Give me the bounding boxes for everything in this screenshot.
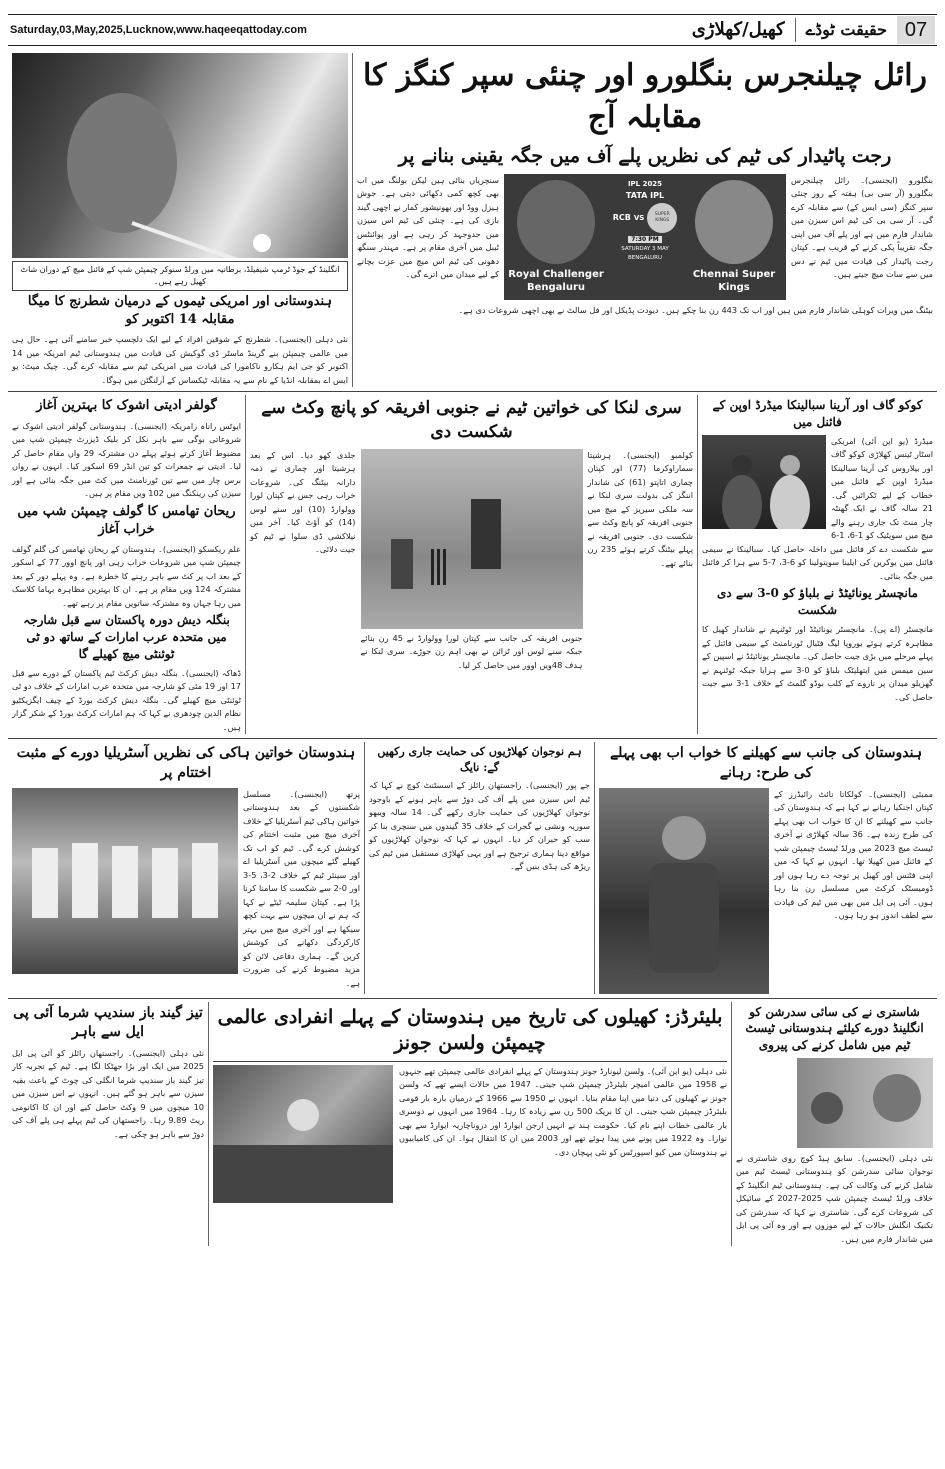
row-second	[8, 391, 937, 734]
row-top	[8, 50, 937, 387]
section-title: کھیل/کھلاڑی	[691, 19, 785, 41]
lead-headline: رائل چیلنجرس بنگلورو اور چنئی سپر کنگز کا مقابلہ آج	[362, 58, 928, 135]
shastri-body: نئی دہلی (ایجنسی)۔ سابق ہیڈ کوچ روی شاستری نے نوجوان سائی سدرشن کو ہندوستانی ٹیسٹ ٹیم میں شامل کرنے کی وکالت کی ہے۔ ہندوستانی ٹیم انگلینڈ کے خلاف ورلڈ ٹیسٹ چیمپئن شپ 2025-2027 کے سائیکل کی شروعات کرے گی۔ شاستری نے کہا کہ سدرشن کی تکنیک انگلش حالات کے لیے موزوں ہے اور وہ آئی پی ایل میں شاندار فارم میں ہیں۔	[736, 1152, 933, 1244]
rahane-columns	[599, 788, 933, 994]
ipl-brand: TATA IPL	[625, 190, 665, 200]
match-venue: BENGALURU	[627, 254, 663, 261]
golf2-body: علم ریکسکو (ایجنسی)۔ ہندوستان کے ریحان تھامس کی گلم گولف چیمپئن شپ میں شروعات خراب رہی اور پانچ اوور 77 کے اسکور کے بعد اب پر کٹ سے باہر رہنے کا خطرہ ہے۔ وہ پہلے دور کے بعد مشترکہ 124 ویں مقام پر ہے۔ ان کا بہترین مظاہرہ بہاما کلاسک میں رہا جہاں وہ مشترکہ ساتویں مقام پر رہے تھے۔	[12, 543, 241, 608]
player-rcb	[517, 180, 595, 264]
gauff-body: میڈرڈ (یو این آئی) امریکی اسٹار ٹینس کھلاڑی کوکو گاف اور بیلاروس کی آرینا سبالینکا میڈرڈ اوپن کے فائنل میں خطاب کے لیے ٹکرائیں گی۔ 21 سالہ گاف نے ایک گھنٹہ چار منٹ تک جاری رہنے والے میچ میں سویٹیک کو 1-6، 1-6 سے شکست دے کر فائنل میں داخلہ حاصل کیا۔ سبالینکا نے سیمی فائنل میں یوکرین کی ایلینا سویتولینا کو 6-3، 7-5 سے ہرا کر فائنل میں جگہ بنائی۔	[702, 435, 934, 581]
lead-body-mid: سنچریاں بنائی ہیں لیکن بولنگ میں اب بھی کچھ کمی دکھائی دیتی ہے۔ جوش ہیزل ووڈ اور بھونیشور کمار نے اچھی گیند بازی کی ہے۔ چنئی کی ٹیم اس سیزن میں جدوجہد کر رہی ہے اور پوائنٹس ٹیبل میں آخری مقام پر ہے۔ مہندر سنگھ دھونی کی ٹیم اس میچ میں عزت بچانے کے لیے میدان میں اترے گی۔	[357, 174, 499, 280]
vs-label: VS	[633, 213, 645, 222]
page-header	[8, 14, 937, 46]
srilanka-body1: کولمبو (ایجنسی)۔ ہرشیتا سماراوکرما (77) اور کپتان چماری اتاپتو (61) کی شاندار اننگز کی بدولت سری لنکا نے سہ ملکی سیریز کے میچ میں جنوبی افریقہ کو پانچ وکٹ سے شکست دی۔ جنوبی افریقہ نے پہلے بیٹنگ کرتے ہوئے 235 رن بنائے تھے۔	[587, 449, 693, 568]
masthead-logo: حقیقت ٹوڈے	[805, 19, 887, 39]
chess-body: نئی دہلی (ایجنسی)۔ شطرنج کے شوقین افراد کے لیے ایک دلچسپ خبر سامنے آئی ہے۔ حال ہی میں عالمی چیمپئن بنے گرینڈ ماسٹر ڈی گوکیش کی قیادت میں ہندوستانی ٹیم امریکہ میں 14 اکتوبر کو جی ایم ہکارو ناکامورا کی قیادت میں امریکی ٹیم سے مقابلہ کرے گی۔ چیک میٹ: یو ایس اے بمقابلہ انڈیا کے نام سے یہ مقابلہ ٹیکساس کے آرلنگٹن میں ہوگا۔	[12, 334, 348, 385]
rahane-headline: ہندوستان کی جانب سے کھیلنے کا خواب اب بھی پہلے کی طرح: رہانے	[609, 745, 923, 781]
bangladesh-headline: بنگلہ دیش دورہ پاکستان سے قبل شارجہ میں متحدہ عرب امارات کے ساتھ دو ٹی ٹوئنٹی میچ کھیلے گا	[23, 613, 230, 662]
rahane-body: ممبئی (ایجنسی)۔ کولکاتا نائٹ رائیڈرز کے کپتان اجنکیا رہانے نے کہا ہے کہ ہندوستان کی جانب سے کھیلنے کا ان کا خواب اب بھی پہلے کی طرح زندہ ہے۔ 36 سالہ کھلاڑی نے آخری ٹیسٹ میچ 2023 میں ورلڈ ٹیسٹ چیمپئن شپ کے فائنل میں کھیلا تھا۔ انہوں نے کہا کہ میں اپنی فٹنس اور کھیل پر توجہ دے رہا ہوں اور ڈومیسٹک کرکٹ میں مسلسل رن بنا رہا ہوں۔ آئی پی ایل میں بھی میں ٹیم کی قیادت سے لطف اندوز ہو رہا ہوں۔	[774, 788, 933, 921]
blazers-story	[208, 1002, 731, 1247]
snooker-photo	[12, 53, 348, 258]
snooker-caption: انگلینڈ کے جوڈ ٹرمپ شیفیلڈ، برطانیہ میں ورلڈ سنوکر چیمپئن شپ کے فائنل میچ کے دوران شاٹ کھیل رہے ہیں۔	[12, 261, 348, 291]
bangladesh-body: ڈھاکہ (ایجنسی)۔ بنگلہ دیش کرکٹ ٹیم پاکستان کے دورے سے قبل 17 اور 19 مئی کو شارجہ میں متحدہ عرب امارات کے خلاف دو ٹی ٹوئنٹی میچ کھیلے گی۔ بنگلہ دیش کرکٹ بورڈ کے چیف ایگزیکٹیو نظام الدین چودھری نے کہا کہ ہم امارات کرکٹ بورڈ کے شکر گزار ہیں۔	[12, 667, 241, 732]
player-csk	[695, 180, 773, 264]
lead-story	[352, 53, 937, 387]
golf1-body: ایوٹس راناہ رامریکہ (ایجنسی)۔ ہندوستانی گولفر ادیتی اشوک نے شروعاتی بوگی سے باہر نکل کر بلیک ڈیزرٹ چیمپئن شپ میں مضبوط آغاز کرتے ہوئے پہلے دن مشترکہ 29 واں مقام حاصل کر لیا۔ ادیتی نے جمعرات کو تین انڈر 69 اسکور کیا۔ انہوں نے رواں برس چار میں سے تین ٹورنامنٹ میں کٹ میں جگہ بنائی ہے اور سیزن کی رینکنگ میں 102 ویں مقام پر ہیں۔	[12, 420, 241, 499]
dateline: Saturday,03,May,2025,Lucknow,www.haqeeqattoday.com	[10, 24, 307, 36]
hockey-photo	[12, 788, 238, 974]
sandeep-headline: تیز گیند باز سندیپ شرما آئی پی ایل سے باہر	[13, 1004, 203, 1041]
ipl-tag: IPL 2025	[627, 179, 663, 188]
lead-body-left: بیٹنگ میں ویرات کوہلی شاندار فارم میں ہیں اور اب تک 443 رن بنا چکے ہیں۔ دیودت پڈیکل اور فل سالٹ نے بھی اچھی شروعات دی ہے۔	[458, 304, 933, 315]
divider	[795, 18, 796, 42]
snooker-chess-column	[8, 53, 352, 387]
rcb-logo: RCB	[612, 213, 631, 223]
golf2-headline: ریحان تھامس کا گولف چیمپئن شپ میں خراب آغاز	[17, 503, 236, 537]
lead-subheadline: رجت پاٹیدار کی ٹیم کی نظریں پلے آف میں جگہ یقینی بنانے پر	[398, 145, 892, 167]
lead-body-right: بنگلورو (ایجنسی)۔ رائل چیلنجرس بنگلورو (آر سی بی) ہفتہ کے روز چنئی سپر کنگز (سی ایس کے) سے مقابلہ کرے گی۔ آر سی بی کی ٹیم اس سیزن میں شاندار فارم میں ہے اور پلے آف میں اپنی جگہ تقریباً پکی کرنے کے قریب ہے۔ کپتان رجت پاٹیدار کی قیادت میں ٹیم نے دس میں سے سات میچ جیتے ہیں۔	[791, 174, 933, 280]
golf-column	[8, 395, 245, 734]
nayagi-headline: ہم نوجوان کھلاڑیوں کی حمایت جاری رکھیں گے: نایگ	[377, 745, 582, 774]
srilanka-body2: جنوبی افریقہ کی جانب سے کپتان لورا وولوارڈ نے 45 رن بنائے جبکہ سنے لوس اور ٹرائن نے بھی اہم رن جوڑے۔ سری لنکا نے ہدف 48ویں اوور میں حاصل کر لیا۔	[360, 632, 583, 670]
sandeep-body: نئی دہلی (ایجنسی)۔ راجستھان رائلز کو آئی پی ایل 2025 میں ایک اور بڑا جھٹکا لگا ہے۔ ٹیم کے تجربہ کار تیز گیند باز سندیپ شرما انگلی کی چوٹ کے باعث بقیہ سیزن سے باہر ہو گئے ہیں۔ انہوں نے اس سیزن میں 10 میچوں میں 9 وکٹ حاصل کیے اور ان کا اکانومی ریٹ 9.89 رہا۔ راجستھان کی ٹیم پہلے ہی پلے آف کی دوڑ سے باہر ہو چکی ہے۔	[12, 1047, 205, 1139]
team2-name: Chennai Super Kings	[692, 268, 776, 293]
srilanka-columns	[250, 449, 693, 673]
rahane-photo	[599, 788, 769, 994]
srilanka-story	[245, 395, 697, 734]
blazers-body: نئی دہلی (یو این آئی)۔ ولسن لیونارڈ جونز ہندوستان کے پہلے انفرادی عالمی چیمپئن تھے جنہوں نے 1958 میں عالمی امیچر بلیئرڈز چیمپئن شپ جیتی۔ 1947 میں حالات ایسے تھے کہ ولسن جونز نے کھیلوں کی دنیا میں اپنا مقام بنایا۔ انہوں نے 1950 سے 1966 کے درمیان بارہ بار قومی بلیئرڈز چیمپئن شپ جیتی۔ ان کا بریک 500 رن سے زیادہ کا رہا۔ 1964 میں انہوں نے دوسری بار عالمی خطاب اپنے نام کیا۔ حکومت ہند نے انہیں ارجن ایوارڈ اور دروناچاریہ ایوارڈ سے بھی نوازا۔ وہ 1922 میں پونے میں پیدا ہوئے تھے اور 2003 میں ان کا انتقال ہوا۔ ان کی کامیابیوں نے ہندوستان میں کیو اسپورٹس کو نئی پہچان دی۔	[399, 1065, 728, 1157]
srilanka-photo	[361, 449, 583, 629]
srilanka-headline: سری لنکا کی خواتین ٹیم نے جنوبی افریقہ کو پانچ وکٹ سے شکست دی	[261, 398, 682, 443]
chess-headline: ہندوستانی اور امریکی ٹیموں کے درمیان شطرنج کا میگا مقابلہ 14 اکتوبر کو	[27, 294, 333, 328]
shastri-headline: شاستری نے کی سائی سدرشن کو انگلینڈ دورے کیلئے ہندوستانی ٹیسٹ ٹیم میں شامل کرنے کی پیروی	[745, 1004, 924, 1053]
ipl-center	[608, 180, 682, 294]
ipl-logos	[613, 203, 678, 233]
gauff-headline: کوکو گاف اور آرینا سبالینکا میڈرڈ اوپن کے فائنل میں	[712, 398, 923, 430]
hockey-columns	[12, 788, 360, 991]
shastri-photo	[797, 1058, 933, 1148]
manutd-headline: مانچسٹر یونائیٹڈ نے بلباؤ کو 0-3 سے دی شکست	[717, 586, 918, 618]
lead-columns	[357, 174, 933, 300]
page-number: 07	[897, 16, 935, 44]
hockey-headline: ہندوستان خواتین ہاکی کی نظریں آسٹریلیا دورے کے مثبت اختتام پر	[16, 745, 356, 781]
team1-name: Royal Challenger Bengaluru	[508, 268, 604, 293]
tennis-football-column	[697, 395, 937, 734]
ipl-side-rcb	[508, 180, 604, 294]
manutd-body: مانچسٹر (اے پی)۔ مانچسٹر یونائیٹڈ اور ٹوٹنہم نے شاندار کھیل کا مظاہرہ کرتے ہوئے یوروپا لیگ فٹبال ٹورنامنٹ کے سیمی فائنل کے پہلے مرحلے میں بڑی جیت حاصل کی۔ مانچسٹر یونائیٹڈ نے اسپین کے سین میمس میں ایتھلیٹک بلباؤ کو 0-3 سے ہرایا جبکہ ٹوٹنہم نے گھریلو میدان پر ناروے کے کلب بوڈو گلمٹ کے خلاف 1-3 سے جیت حاصل کی۔	[702, 624, 933, 702]
divider	[213, 1061, 727, 1062]
row-third	[8, 738, 937, 993]
nayagi-story	[364, 742, 594, 993]
ipl-side-csk	[686, 180, 782, 294]
gauff-photo	[702, 435, 826, 529]
row-bottom	[8, 998, 937, 1247]
srilanka-body3: جلدی کھو دیا۔ اس کے بعد ہرشیتا اور چماری نے ذمہ دارانہ بیٹنگ کی۔ شروعات خراب رہی جس نے کپتان لورا وولوارڈ (10) اور سنے لوس (14) کو آؤٹ کیا۔ آخر میں نیلاکشی ڈی سلوا نے ٹیم کو جیت دلائی۔	[250, 449, 356, 555]
csk-logo: SUPER KINGS	[647, 203, 677, 233]
billiards-photo	[213, 1065, 393, 1203]
ipl-match-card	[504, 174, 786, 300]
rahane-story	[594, 742, 937, 993]
blazers-headline: بلیئرڈز: کھیلوں کی تاریخ میں ہندوستان کے پہلے انفرادی عالمی چیمپئن ولسن جونز	[217, 1005, 723, 1055]
srilanka-center	[361, 449, 583, 673]
match-date: SATURDAY 3 MAY	[621, 245, 669, 252]
hockey-body: پرتھ (ایجنسی)۔ مسلسل شکستوں کے بعد ہندوستانی خواتین ہاکی ٹیم آسٹریلیا کے خلاف آخری میچ میں مثبت اختتام کی کوشش کرے گی۔ ٹیم کو اب تک کھیلے گئے میچوں میں آسٹریلیا اے اور سینئر ٹیم کے خلاف 2-3، 5-3 اور 0-2 سے شکست کا سامنا کرنا پڑا ہے۔ کپتان سلیمہ ٹیٹے نے کہا کہ ہم نے ان میچوں سے بہت کچھ سیکھا ہے اور آخری میچ میں بہتر کارکردگی دکھانے کی کوشش کریں گے۔ ہماری دفاعی لائن کو مزید مضبوط کرنے کی ضرورت ہے۔	[243, 788, 360, 988]
shastri-story	[731, 1002, 937, 1247]
nayagi-body: جے پور (ایجنسی)۔ راجستھان رائلز کے اسسٹنٹ کوچ نے کہا کہ ٹیم اس سیزن میں پلے آف کی دوڑ سے باہر ہونے کے باوجود نوجوان کھلاڑیوں کی حمایت جاری رکھے گی۔ 14 سالہ ویبھو سوریہ ونشی نے گجرات کے خلاف 35 گیندوں میں سنچری بنا کر سب کو حیران کر دیا۔ انہوں نے کہا کہ نوجوان کھلاڑیوں کو مواقع دینا ہماری ترجیح ہے اور یہی کھلاڑی مستقبل میں ٹیم کی ریڑھ کی ہڈی بنیں گے۔	[369, 780, 591, 872]
sandeep-story	[8, 1002, 208, 1247]
match-time: 7:30 PM	[628, 236, 661, 243]
golf1-headline: گولفر ادیتی اشوک کا بہترین آغاز	[36, 398, 217, 414]
hockey-story	[8, 742, 364, 993]
